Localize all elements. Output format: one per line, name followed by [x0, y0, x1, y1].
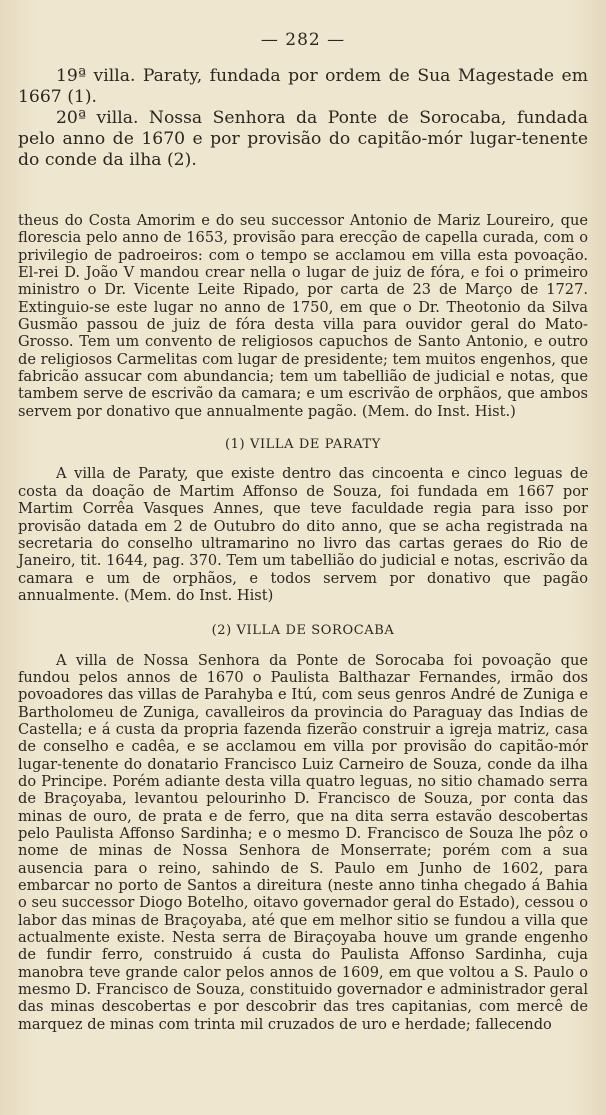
footnote-text-paraty: A villa de Paraty, que existe dentro das cincoenta e cinco leguas de costa da doação de Martim Affonso de Souza, foi fundada em 1667 por Martim Corrêa Vasques Annes, que teve faculdade regia para isso por provisão datada em 2 de Outubro do dito anno, que se acha registrada na secretaria do conselho ultramarino no livro das cartas geraes do Rio de Janeiro, tit. 1644, pag. 370. Tem um tabellião do judicial e notas, escrivão da camara e um de orphãos, e todos servem por donativo que pagão annualmente. (Mem. do Inst. Hist) [18, 465, 588, 604]
page-number: — 282 — [260, 30, 346, 50]
main-paragraph: 19ª villa. Paraty, fundada por ordem de Sua Magestade em 1667 (1). [18, 66, 588, 107]
footnote-heading-paraty: (1) VILLA DE PARATY [225, 437, 381, 453]
main-paragraph: 20ª villa. Nossa Senhora da Ponte de Sorocaba, fundada pelo anno de 1670 e por provisão do capitão-mór lugar-tenente do conde da ilha (2). [18, 108, 588, 170]
footnote-heading-sorocaba: (2) VILLA DE SOROCABA [211, 623, 395, 639]
footnote-continuation: theus do Costa Amorim e do seu successor Antonio de Mariz Loureiro, que florescia pelo anno de 1653, provisão para erecção de capella curada, com o privilegio de padroeiros: com o tempo se acclamou em villa esta povoação. El-rei D. João V mandou crear nella o lugar de juiz de fóra, e foi o primeiro ministro o Dr. Vicente Leite Ripado, por carta de 23 de Março de 1727. Extinguio-se este lugar no anno de 1750, em que o Dr. Theotonio da Silva Gusmão passou de juiz de fóra desta villa para ouvidor geral do Mato-Grosso. Tem um convento de religiosos capuchos de Santo Antonio, e outro de religiosos Carmelitas com lugar de presidente; tem muitos engenhos, que fabricão assucar com abundancia; tem um tabellião de judicial e notas, que tambem serve de escrivão da camara; e um escrivão de orphãos, que ambos servem por donativo que annualmente pagão. (Mem. do Inst. Hist.) [18, 212, 588, 420]
footnote-text-sorocaba: A villa de Nossa Senhora da Ponte de Sorocaba foi povoação que fundou pelos annos de 1670 o Paulista Balthazar Fernandes, irmão dos povoadores das villas de Parahyba e Itú, com seus genros André de Zuniga e Bartholomeu de Zuniga, cavalleiros da provincia do Paraguay das Indias de Castella; e á custa da propria fazenda fizerão construir a igreja matriz, casa de conselho e cadêa, e se acclamou em villa por provisão do capitão-mór lugar-tenente do donatario Francisco Luiz Carneiro de Souza, conde da ilha do Principe. Porém adiante desta villa quatro leguas, no sitio chamado serra de Braçoyaba, levantou pelourinho D. Francisco de Souza, por conta das minas de ouro, de prata e de ferro, que na dita serra estavão descobertas pelo Paulista Affonso Sardinha; e o mesmo D. Francisco de Souza lhe pôz o nome de minas de Nossa Senhora de Monserrate; porém com a sua ausencia para o reino, sahindo de S. Paulo em Junho de 1602, para embarcar no porto de Santos a direitura (neste anno tinha chegado á Bahia o seu successor Diogo Botelho, oitavo governador geral do Estado), cessou o labor das minas de Braçoyaba, até que em melhor sitio se fundou a villa que actualmente existe. Nesta serra de Biraçoyaba houve um grande engenho de fundir ferro, construido á custa do Paulista Affonso Sardinha, cuja manobra teve grande calor pelos annos de 1609, em que voltou a S. Paulo o mesmo D. Francisco de Souza, constituido governador e administrador geral das minas descobertas e por descobrir das tres capitanias, com mercê de marquez de minas com trinta mil cruzados de uro e herdade; fallecendo [18, 651, 588, 1033]
footnotes [18, 212, 588, 1033]
main-text [18, 66, 588, 171]
